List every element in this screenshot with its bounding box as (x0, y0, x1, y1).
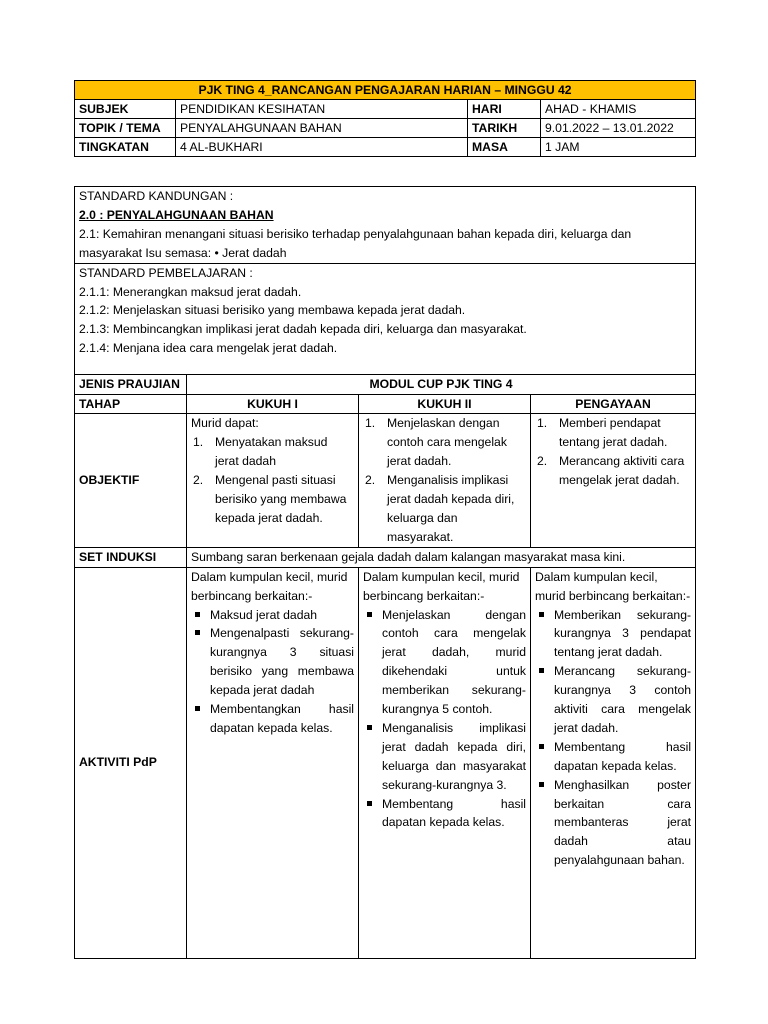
bullet-icon (195, 706, 200, 711)
topik-value: PENYALAHGUNAAN BAHAN (176, 119, 468, 138)
objektif-kukuh-2 (359, 414, 531, 547)
aktiviti-intro: Dalam kumpulan kecil, murid berbincang berkaitan:- (535, 569, 691, 603)
tarikh-label: TARIKH (468, 119, 541, 138)
set-induksi-label: SET INDUKSI (75, 547, 187, 567)
bullet-icon (539, 612, 544, 617)
lesson-table (74, 186, 696, 959)
subjek-label: SUBJEK (75, 100, 176, 119)
col-kukuh-2: KUKUH II (359, 394, 531, 414)
standard-pembelajaran-cell (75, 263, 696, 374)
objektif-pengayaan (531, 414, 696, 547)
list-item: Membentang hasil dapatan kepada kelas. (363, 795, 526, 833)
plan-title: PJK TING 4_RANCANGAN PENGAJARAN HARIAN – MINGGU 42 (75, 81, 696, 100)
list-item: 2. Merancang aktiviti cara mengelak jerat dadah. (537, 454, 685, 488)
list-item: Mengenalpasti sekurang-kurangnya 3 situasi berisiko yang membawa kepada jerat dadah (191, 624, 354, 700)
list-item: Merancang sekurang-kurangnya 3 contoh aktiviti cara mengelak jerat dadah. (535, 662, 691, 738)
list-item: Menjelaskan dengan contoh cara mengelak jerat dadah, murid dikehendaki untuk memberikan sekurang-kurangnya 5 contoh. (363, 606, 526, 719)
masa-label: MASA (468, 138, 541, 157)
tingkatan-value: 4 AL-BUKHARI (176, 138, 468, 157)
list-item: Membentang hasil dapatan kepada kelas. (535, 738, 691, 776)
topik-label: TOPIK / TEMA (75, 119, 176, 138)
aktiviti-intro: Dalam kumpulan kecil, murid berbincang berkaitan:- (363, 569, 520, 603)
objektif-intro: Murid dapat: (191, 416, 259, 431)
aktiviti-intro: Dalam kumpulan kecil, murid berbincang berkaitan:- (191, 569, 348, 603)
list-item: 1. Menyatakan maksud jerat dadah (193, 435, 328, 469)
bullet-icon (367, 725, 372, 730)
list-item: 2. Mengenal pasti situasi berisiko yang membawa kepada jerat dadah. (193, 473, 347, 525)
sp-item: 2.1.1: Menerangkan maksud jerat dadah. (79, 284, 302, 299)
objektif-label: OBJEKTIF (75, 414, 187, 547)
bullet-icon (539, 782, 544, 787)
jenis-praujian-label: JENIS PRAUJIAN (75, 374, 187, 394)
tahap-label: TAHAP (75, 394, 187, 414)
list-item: Maksud jerat dadah (191, 606, 354, 625)
sp-item: 2.1.3: Membincangkan implikasi jerat dadah kepada diri, keluarga dan masyarakat. (79, 322, 527, 337)
list-item: Menganalisis implikasi jerat dadah kepada diri, keluarga dan masyarakat sekurang-kurangnya 3. (363, 719, 526, 795)
col-kukuh-1: KUKUH I (187, 394, 359, 414)
list-item: 2. Menganalisis implikasi jerat dadah kepada diri, keluarga dan masyarakat. (365, 473, 515, 544)
aktiviti-kukuh-1 (187, 567, 359, 958)
objektif-kukuh-1 (187, 414, 359, 547)
list-item: Membentangkan hasil dapatan kepada kelas. (191, 700, 354, 738)
bullet-icon (195, 612, 200, 617)
list-item: 1. Menjelaskan dengan contoh cara mengelak jerat dadah. (365, 416, 507, 469)
col-pengayaan: PENGAYAAN (531, 394, 696, 414)
sp-item: 2.1.4: Menjana idea cara mengelak jerat dadah. (79, 341, 338, 356)
aktiviti-pengayaan (531, 567, 696, 958)
bullet-icon (195, 630, 200, 635)
masa-value: 1 JAM (541, 138, 696, 157)
bullet-icon (539, 668, 544, 673)
hari-value: AHAD - KHAMIS (541, 100, 696, 119)
header-table (74, 80, 696, 157)
bullet-icon (539, 744, 544, 749)
standard-kandungan-text: 2.1: Kemahiran menangani situasi berisiko terhadap penyalahgunaan bahan kepada diri, keluarga dan masyarakat Isu semasa: • Jerat dadah (79, 226, 632, 260)
list-item: Menghasilkan poster berkaitan cara membanteras jerat dadah atau penyalahgunaan bahan. (535, 776, 691, 871)
modul-title: MODUL CUP PJK TING 4 (187, 374, 696, 394)
set-induksi-text: Sumbang saran berkenaan gejala dadah dalam kalangan masyarakat masa kini. (187, 547, 696, 567)
tingkatan-label: TINGKATAN (75, 138, 176, 157)
standard-kandungan-cell (75, 187, 696, 264)
sp-item: 2.1.2: Menjelaskan situasi berisiko yang membawa kepada jerat dadah. (79, 303, 466, 318)
tarikh-value: 9.01.2022 – 13.01.2022 (541, 119, 696, 138)
bullet-icon (367, 612, 372, 617)
standard-pembelajaran-heading: STANDARD PEMBELAJARAN : (79, 265, 253, 280)
list-item: Memberikan sekurang-kurangnya 3 pendapat tentang jerat dadah. (535, 606, 691, 663)
aktiviti-kukuh-2 (359, 567, 531, 958)
hari-label: HARI (468, 100, 541, 119)
standard-kandungan-heading: STANDARD KANDUNGAN : (79, 189, 234, 203)
bullet-icon (367, 801, 372, 806)
standard-kandungan-subheading: 2.0 : PENYALAHGUNAAN BAHAN (79, 207, 274, 222)
list-item: 1. Memberi pendapat tentang jerat dadah. (537, 416, 668, 450)
subjek-value: PENDIDIKAN KESIHATAN (176, 100, 468, 119)
aktiviti-label: AKTIVITI PdP (75, 567, 187, 958)
